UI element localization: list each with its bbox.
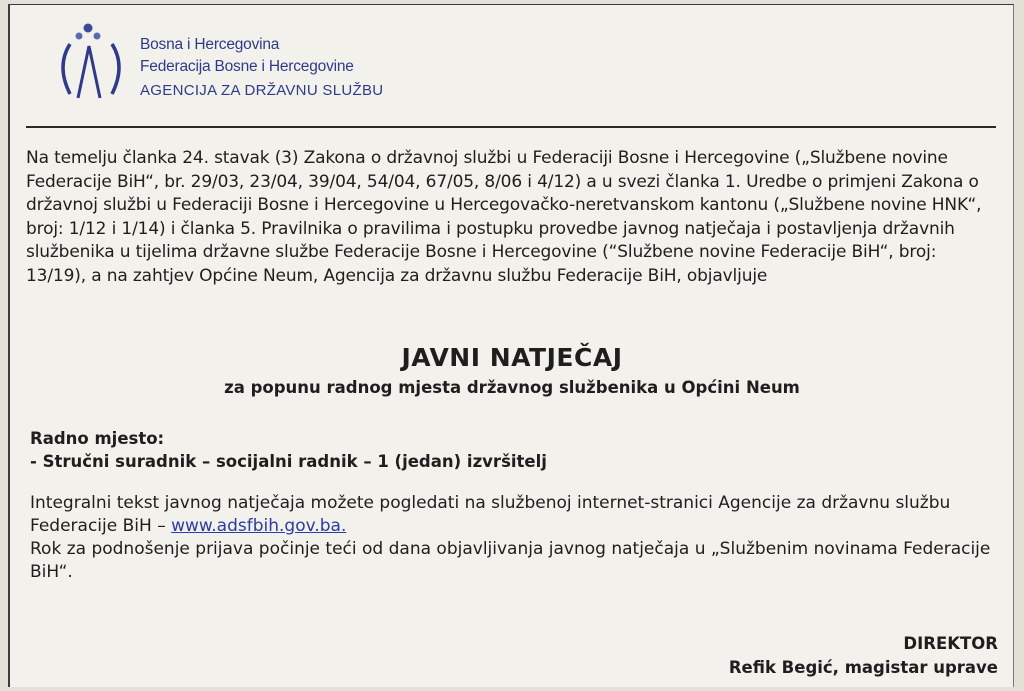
agency-name: [140, 34, 383, 102]
info-paragraph: [30, 492, 1000, 584]
signature-block: [729, 632, 998, 680]
agency-line-country: Bosna i Hercegovina: [140, 36, 280, 53]
position-label: Radno mjesto:: [30, 429, 165, 448]
agency-line-federation: Federacija Bosne i Hercegovine: [140, 58, 354, 75]
announcement-title: JAVNI NATJEČAJ: [401, 343, 623, 372]
deadline-text: Rok za podnošenje prijava počinje teći od dana objavljivanja javnog natječaja u „Službenim novinama Federacije BiH“.: [30, 539, 991, 582]
intro-paragraph: Na temelju članka 24. stavak (3) Zakona o državnoj službi u Federaciji Bosne i Hercegovine („Službene novine Federacije BiH“, br. 29/03, 23/04, 39/04, 54/04, 67/05, 8/06 i 4/12) a u svezi članka 1. Uredbe o primjeni Zakona o državnoj službi u Federaciji Bosne i Hercegovine u Hercegovačko-neretvanskom kantonu („Službene novine HNK“, broj: 1/12 i 1/14) i članka 5. Pravilnika o pravilima i postupku provedbe javnog natječaja i postavljenja državnih službenika u tijelima državne službe Federacije Bosne i Hercegovine (“Službene novine Federacije BiH“, broj: 13/19), a na zahtjev Općine Neum, Agencija za državnu službu Federacije BiH, objavljuje: [26, 148, 982, 286]
agency-website-link[interactable]: www.adsfbih.gov.ba.: [171, 516, 347, 536]
agency-header: [42, 14, 542, 124]
announcement-subtitle: za popunu radnog mjesta državnog službenika u Općini Neum: [224, 378, 800, 397]
agency-line-name: AGENCIJA ZA DRŽAVNU SLUŽBU: [140, 82, 384, 99]
header-divider: [26, 126, 996, 128]
info-text: Integralni tekst javnog natječaja možete pogledati na službenoj internet-stranici Agencije za državnu službu Federacije BiH –: [30, 493, 951, 536]
signature-name: Refik Begić, magistar uprave: [728, 658, 998, 677]
agency-emblem-icon: [42, 14, 142, 114]
signature-role: DIREKTOR: [903, 634, 998, 653]
position-value: - Stručni suradnik – socijalni radnik – 1 (jedan) izvršitelj: [30, 452, 547, 471]
